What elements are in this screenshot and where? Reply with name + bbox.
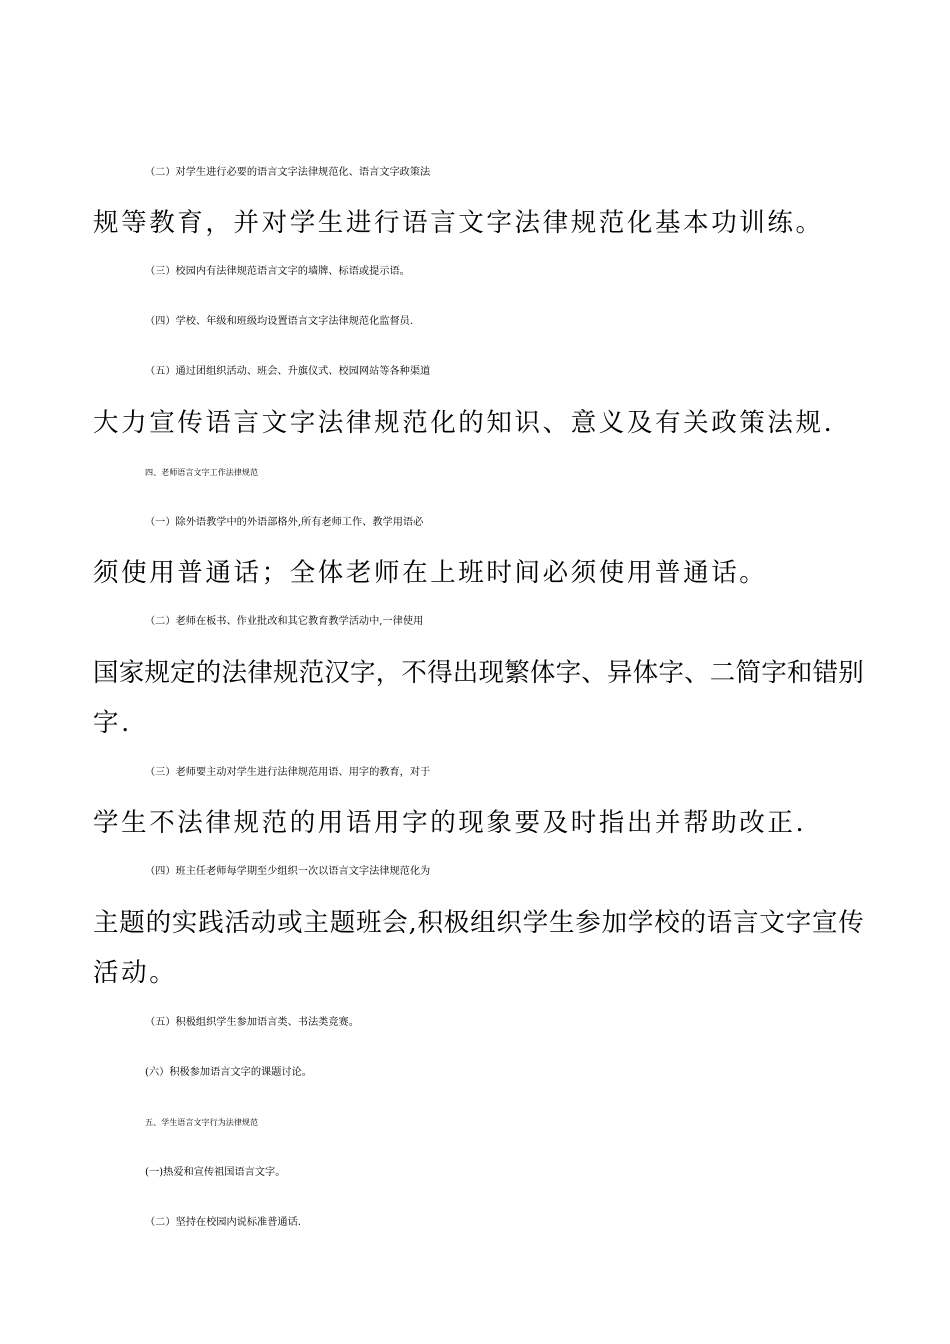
paragraph-line: （四）班主任老师每学期至少组织一次以语言文字法律规范化为 (145, 866, 431, 877)
paragraph-line: （四）学校、年级和班级均设置语言文字法律规范化监督员. (145, 316, 414, 327)
paragraph-line: (六）积极参加语言文字的课题讨论。 (145, 1067, 312, 1078)
paragraph-line: 国家规定的法律规范汉字，不得出现繁体字、异体字、二简字和错别 (93, 658, 865, 688)
paragraph-line: （三）校园内有法律规范语言文字的墙牌、标语或提示语。 (145, 266, 410, 277)
paragraph-line: 主题的实践活动或主题班会,积极组织学生参加学校的语言文字宣传 (93, 908, 865, 938)
section-heading: 五、学生语言文字行为法律规范 (145, 1117, 259, 1127)
paragraph-line: （五）积极组织学生参加语言类、书法类竞赛。 (145, 1017, 359, 1028)
paragraph-line: 学生不法律规范的用语用字的现象要及时指出并帮助改正. (93, 808, 807, 838)
paragraph-line: 规等教育，并对学生进行语言文字法律规范化基本功训练。 (93, 208, 824, 238)
paragraph-line: （二）老师在板书、作业批改和其它教育教学活动中,一律使用 (145, 616, 424, 627)
paragraph-line: (一)热爱和宣传祖国语言文字。 (145, 1167, 286, 1178)
paragraph-line: 字. (93, 708, 132, 738)
paragraph-line: （二）对学生进行必要的语言文字法律规范化、语言文字政策法 (145, 167, 431, 178)
paragraph-line: （一）除外语教学中的外语部格外,所有老师工作、教学用语必 (145, 517, 424, 528)
paragraph-line: （五）通过团组织活动、班会、升旗仪式、校园网站等各种渠道 (145, 366, 431, 377)
section-heading: 四、老师语言文字工作法律规范 (145, 467, 259, 477)
paragraph-line: 须使用普通话；全体老师在上班时间必须使用普通话。 (93, 558, 768, 588)
paragraph-line: 活动。 (93, 958, 178, 988)
paragraph-line: （三）老师要主动对学生进行法律规范用语、用字的教育，对于 (145, 767, 431, 778)
paragraph-line: （二）坚持在校园内说标准普通话. (145, 1217, 302, 1228)
paragraph-line: 大力宣传语言文字法律规范化的知识、意义及有关政策法规. (93, 408, 835, 438)
